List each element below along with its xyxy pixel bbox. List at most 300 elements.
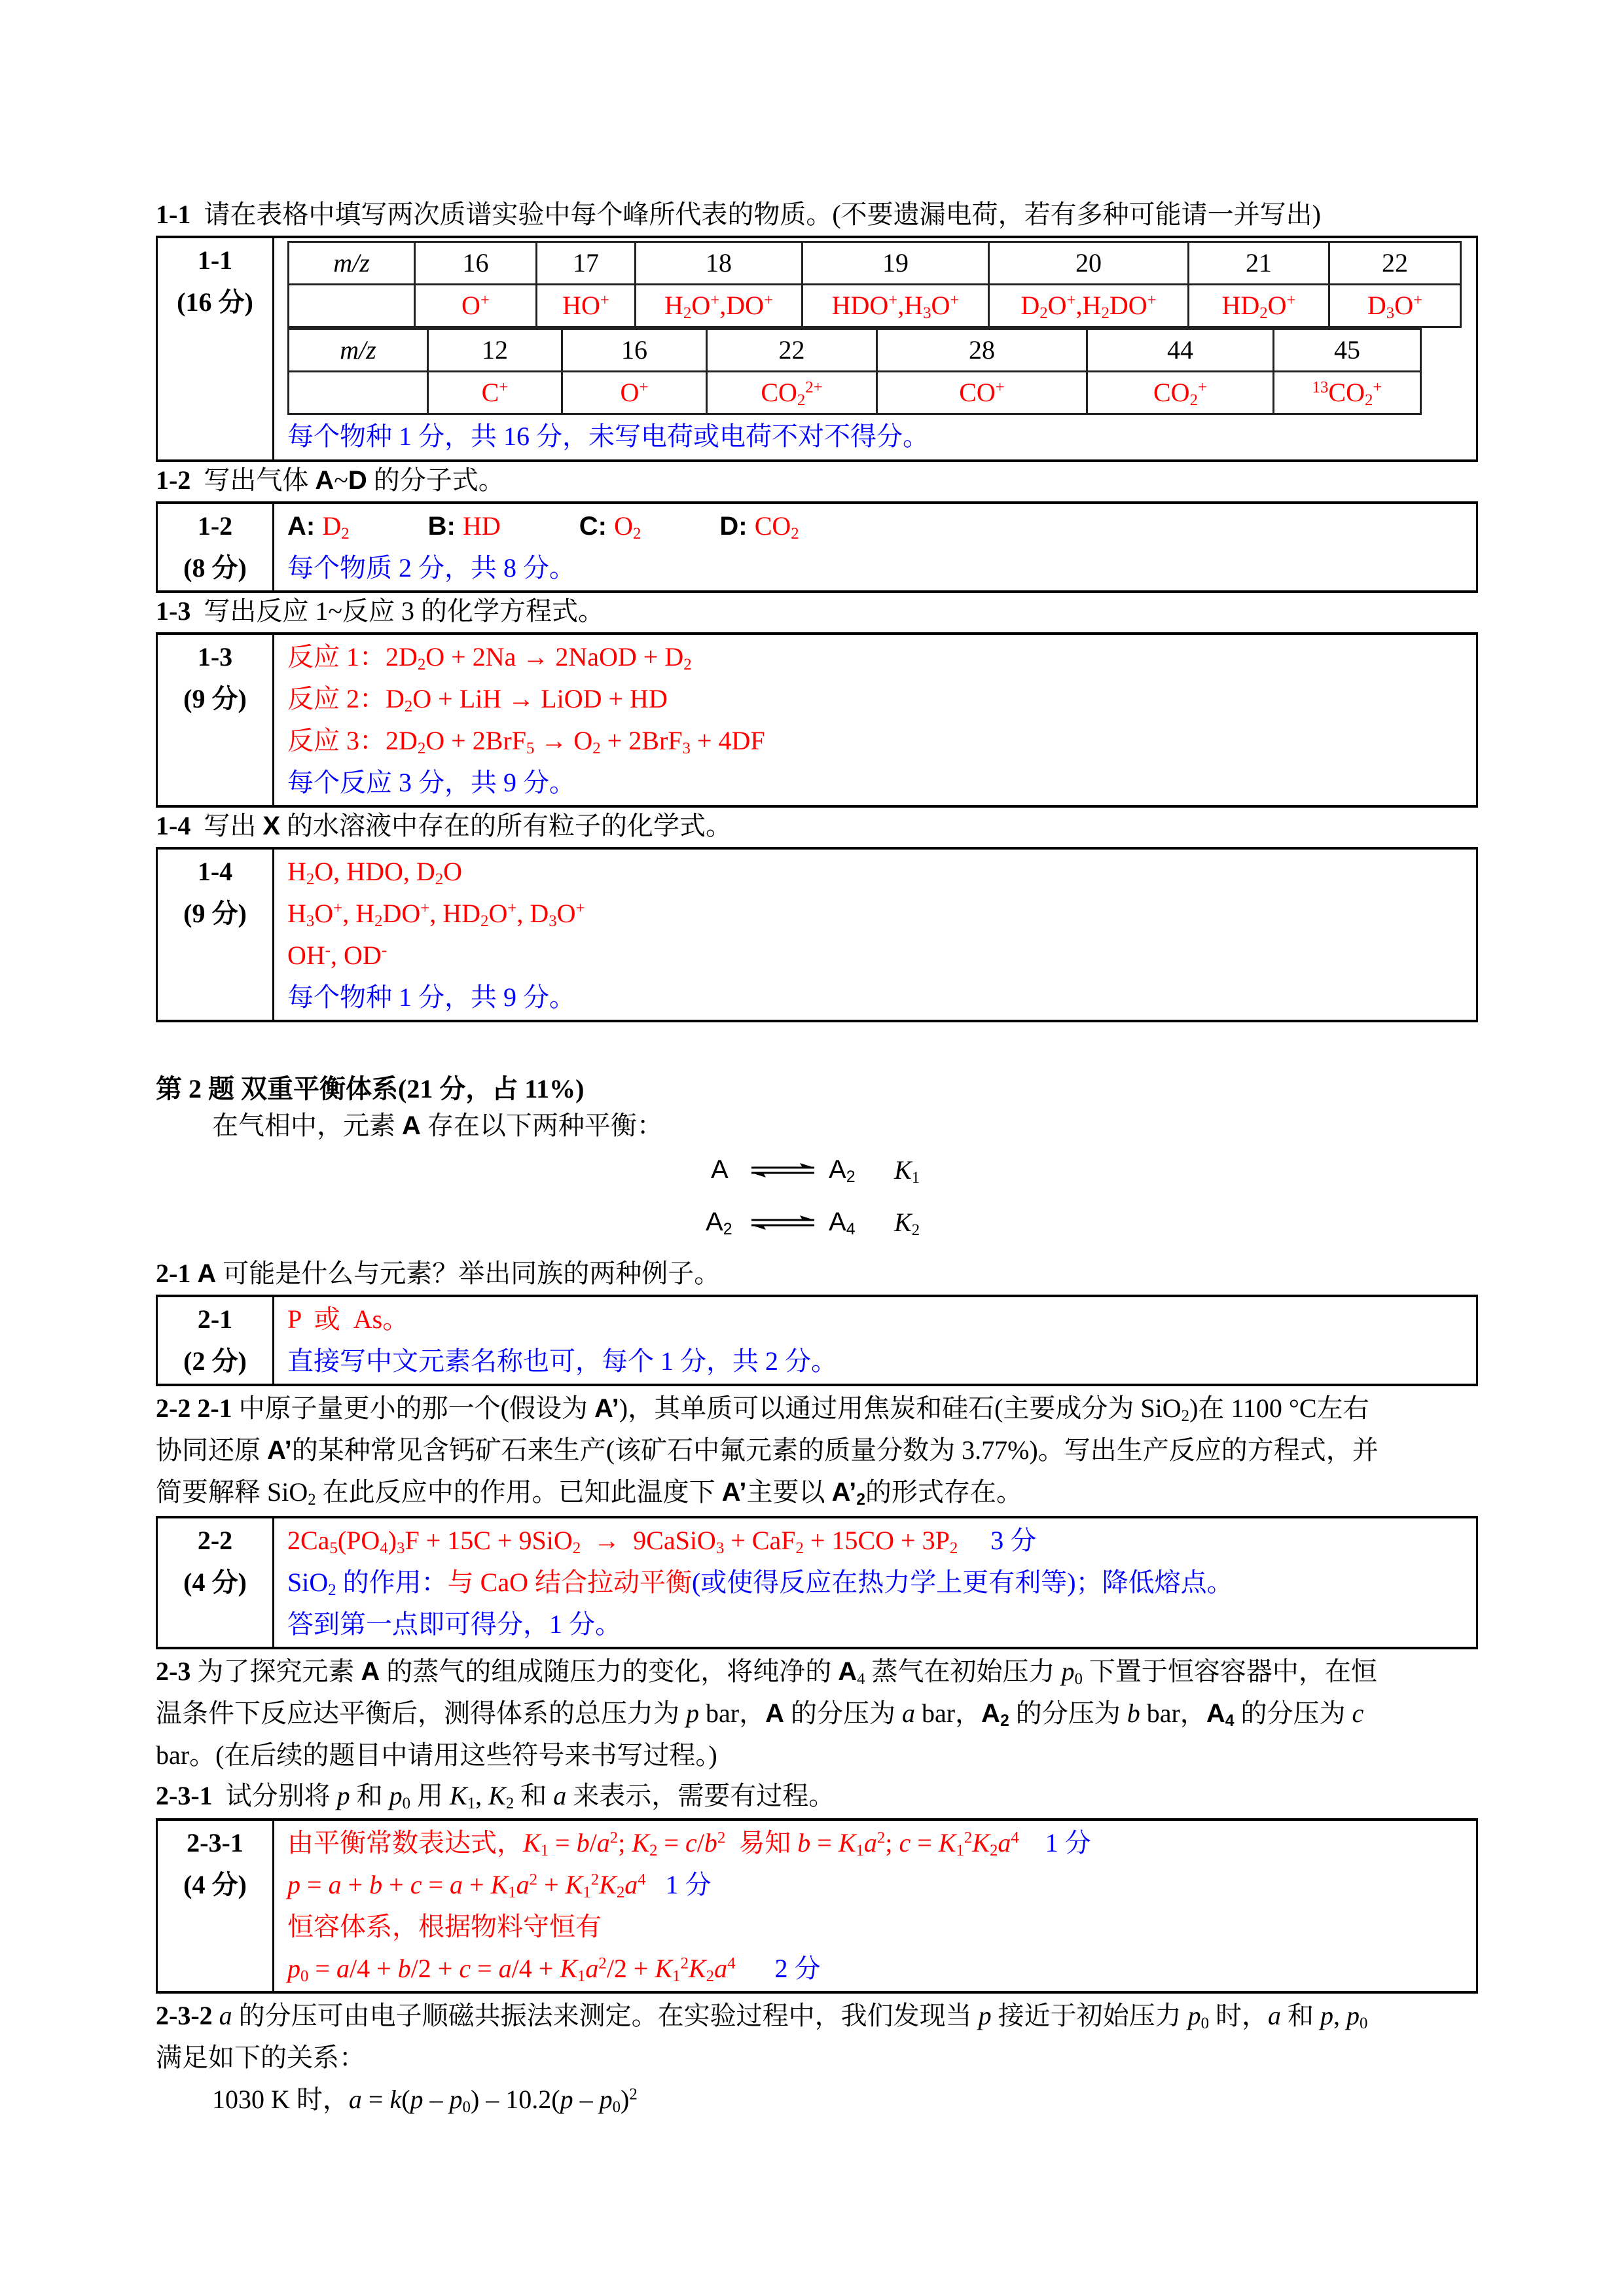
- text-run: CO: [761, 378, 797, 407]
- text-run: c: [899, 1828, 911, 1857]
- text-run: 2: [480, 912, 489, 931]
- text-run: b: [704, 1828, 717, 1857]
- text-run: 2: [797, 391, 806, 410]
- text-run: 为了探究元素: [197, 1657, 361, 1686]
- text-run: F + 15C + 9SiO: [405, 1526, 573, 1555]
- text-run: 1: [467, 1795, 476, 1813]
- cation-species-line: [287, 893, 1476, 935]
- text-run: +: [1066, 291, 1076, 310]
- text-run: 的分压为: [1009, 1698, 1127, 1728]
- text-run: 的某种常见含钙矿石来生产(该矿石中氟元素的质量分数为 3.77%)。写出生产反应的方程式，并: [291, 1435, 1379, 1465]
- text-run: 1: [540, 1842, 549, 1860]
- species-cell: [707, 372, 877, 414]
- text-run: 用: [410, 1781, 450, 1810]
- text-run: 温条件下反应达平衡后，测得体系的总压力为: [156, 1698, 686, 1728]
- text-run: 0: [462, 2098, 471, 2117]
- gas-label: C:: [579, 512, 615, 541]
- question-text-line: [156, 1734, 1478, 1776]
- text-run: 2+: [805, 378, 823, 397]
- text-run: D: [1367, 291, 1386, 320]
- text-run: O: [488, 899, 508, 928]
- text-run: D: [348, 466, 367, 495]
- text-run: O, HDO, D: [314, 857, 435, 886]
- text-run: A: [706, 1208, 723, 1236]
- question-label: 2-2: [156, 1393, 191, 1423]
- text-run: 协同还原: [156, 1435, 267, 1465]
- scoring-note: 每个物种 1 分，共 9 分。: [287, 982, 575, 1012]
- text-run: a: [596, 1828, 610, 1857]
- text-run: p: [389, 1781, 403, 1810]
- text-run: 2Ca: [287, 1526, 330, 1555]
- text-run: A: [197, 1259, 217, 1288]
- mz-value-cell: 44: [1087, 329, 1274, 372]
- answer-index: 1-2: [197, 511, 233, 541]
- text-run: SiO: [287, 1568, 329, 1597]
- text-run: K: [972, 1828, 990, 1857]
- text-run: +: [763, 291, 773, 310]
- text-run: a: [585, 1954, 599, 1983]
- text-run: 2: [876, 1829, 886, 1847]
- text-run: A: [838, 1657, 857, 1686]
- text-run: 2: [795, 1539, 804, 1558]
- text-run: 2: [1364, 391, 1373, 410]
- eq2-product: [829, 1208, 875, 1237]
- question-label: 1-2: [156, 465, 191, 495]
- text-run: 2: [680, 1954, 689, 1973]
- question-text-line: [156, 2037, 1478, 2079]
- text-run: 试分别将: [225, 1781, 337, 1810]
- answer-index: 2-3-1: [187, 1828, 244, 1857]
- text-run: 3: [306, 912, 315, 931]
- text-run: 2: [1000, 1712, 1009, 1731]
- answer-box-body: [274, 1296, 1477, 1385]
- text-run: a: [336, 1954, 350, 1983]
- answer-index: 1-3: [197, 642, 233, 672]
- text-run: p: [336, 1781, 350, 1810]
- text-run: 2: [846, 1168, 856, 1187]
- text-run: O: [314, 899, 334, 928]
- text-run: K: [523, 1828, 541, 1857]
- text-run: (PO: [337, 1526, 380, 1555]
- text-run: K: [450, 1781, 467, 1810]
- text-run: K: [599, 1870, 617, 1899]
- text-run: 反应 1：2D: [287, 642, 418, 672]
- text-run: 反应 3：2D: [287, 726, 418, 755]
- text-run: =: [549, 1828, 577, 1857]
- text-run: a: [450, 1870, 463, 1899]
- question-text-line: [156, 1693, 1478, 1734]
- question-text: 写出反应 1~反应 3 的化学方程式。: [204, 596, 604, 626]
- text-run: 写出: [204, 811, 263, 840]
- gas-formula-c: [579, 511, 641, 541]
- question-text-line: [219, 2001, 1368, 2033]
- text-run: , D: [516, 899, 549, 928]
- text-run: 在气相中，元素: [212, 1111, 402, 1140]
- text-run: 2: [306, 870, 315, 889]
- text-run: 和: [514, 1781, 554, 1810]
- text-run: (或使得反应在热力学上更有利等)；降低熔点。: [691, 1568, 1233, 1597]
- text-run: c: [410, 1870, 422, 1899]
- text-run: 2: [949, 1539, 958, 1558]
- text-run: 2: [706, 1967, 715, 1986]
- text-run: +: [575, 899, 585, 918]
- answer-box-1-2: [156, 501, 1478, 593]
- text-run: + 2BrF: [600, 726, 683, 755]
- eq1-product: [829, 1155, 875, 1185]
- text-run: 满足如下的关系：: [156, 2043, 365, 2072]
- text-run: 0: [300, 1967, 309, 1986]
- text-run: p: [1346, 2001, 1360, 2030]
- text-run: O: [1047, 291, 1067, 320]
- text-run: =: [911, 1828, 939, 1857]
- text-run: 3: [682, 740, 691, 758]
- eq1-constant: [894, 1155, 920, 1185]
- text-run: A’: [721, 1478, 747, 1507]
- text-run: , H: [342, 899, 375, 928]
- gas-formula-d: [719, 511, 799, 541]
- text-run: +: [1373, 378, 1382, 397]
- text-run: =: [300, 1870, 329, 1899]
- answer-box-1-3: [156, 632, 1478, 808]
- text-run: +: [507, 899, 517, 918]
- text-run: 4: [846, 1221, 856, 1239]
- question-text-line: [197, 1393, 1369, 1426]
- text-run: c: [1352, 1698, 1364, 1728]
- text-run: O: [1394, 291, 1414, 320]
- text-run: a: [998, 1828, 1011, 1857]
- text-run: ) – 10.2(: [470, 2085, 560, 2114]
- text-run: =: [471, 1954, 499, 1983]
- species-cell: [989, 285, 1189, 327]
- text-run: 写出气体: [204, 465, 316, 495]
- answer-index: 1-4: [197, 857, 233, 886]
- text-run: 2: [572, 1539, 581, 1558]
- mz-value-cell: 22: [1329, 242, 1461, 285]
- answer-score: (9 分): [183, 684, 247, 713]
- text-run: p: [560, 2085, 573, 2114]
- text-run: 0: [1360, 2015, 1368, 2033]
- text-run: 1: [508, 1884, 516, 1902]
- text-run: 易知: [725, 1828, 798, 1857]
- text-run: )在 1100 °C左右: [1189, 1393, 1369, 1423]
- answer-box-index: [157, 1820, 274, 1992]
- text-run: p: [287, 1870, 300, 1899]
- species-cell: [415, 285, 537, 327]
- question-label: 1-1: [156, 200, 191, 229]
- question-label: 1-3: [156, 596, 191, 626]
- text-run: O + 2BrF: [425, 726, 526, 755]
- text-run: 0: [402, 1795, 411, 1813]
- answer-box-body: [274, 503, 1477, 592]
- text-run: 2: [1181, 1407, 1190, 1426]
- eq2-reactant: [706, 1208, 737, 1237]
- text-run: +: [420, 899, 430, 918]
- text-run: A’: [267, 1436, 292, 1465]
- text-run: 2: [911, 1221, 920, 1240]
- gas-formula-b: [428, 511, 501, 541]
- text-run: 2: [417, 740, 426, 758]
- text-run: K: [490, 1870, 509, 1899]
- text-run: 简要解释 SiO: [156, 1477, 308, 1507]
- text-run: +: [463, 1870, 491, 1899]
- answer-index: 2-2: [197, 1526, 233, 1555]
- text-run: /: [696, 1828, 704, 1857]
- question-text: [204, 465, 504, 495]
- text-run: 2: [616, 1884, 625, 1902]
- text-run: ): [388, 1526, 397, 1555]
- text-run: + 4DF: [690, 726, 765, 755]
- answer-score: (2 分): [183, 1346, 247, 1376]
- answer-box-index: [157, 503, 274, 592]
- text-run: K: [688, 1954, 706, 1983]
- text-run: 1: [956, 1842, 964, 1860]
- text-run: 2: [308, 1491, 316, 1509]
- text-run: 与 CaO 结合拉动平衡: [447, 1568, 692, 1597]
- text-run: K: [560, 1954, 577, 1983]
- text-run: 下置于恒容容器中，在恒: [1082, 1657, 1377, 1686]
- text-run: H: [287, 899, 306, 928]
- text-run: ~: [334, 465, 348, 495]
- text-run: b: [369, 1870, 383, 1899]
- mz-value-cell: 22: [707, 329, 877, 372]
- answer-box-2-1: [156, 1295, 1478, 1386]
- answer-box-body: [274, 237, 1477, 461]
- question-label: 2-1: [156, 1259, 191, 1288]
- text-run: 1: [577, 1967, 586, 1986]
- species-cell: [562, 372, 707, 414]
- text-run: 2: [341, 525, 350, 543]
- text-run: → 9CaSiO: [581, 1526, 716, 1555]
- question-1-1-prompt: [156, 196, 1478, 233]
- text-run: /2 +: [606, 1954, 655, 1983]
- total-pressure-line: [287, 1864, 1476, 1906]
- text-run: +: [888, 291, 898, 310]
- scoring-note: 每个反应 3 分，共 9 分。: [287, 768, 575, 797]
- question-2-3-prompt: [156, 1651, 1478, 1776]
- section-2-intro: [156, 1107, 1478, 1144]
- text-run: 的分压为: [1234, 1698, 1352, 1728]
- mass-spectrum-table-1: [287, 241, 1462, 328]
- question-text: 请在表格中填写两次质谱实验中每个峰所代表的物质。(不要遗漏电荷，若有多种可能请一并写出): [204, 200, 1321, 229]
- question-text: [197, 1259, 720, 1288]
- text-run: 和: [350, 1781, 389, 1810]
- text-run: +: [499, 378, 509, 397]
- text-run: 2: [435, 870, 444, 889]
- text-run: C: [481, 378, 499, 407]
- text-run: 2-1: [197, 1393, 232, 1423]
- mz-value-cell: 18: [636, 242, 803, 285]
- species-cell: [1087, 372, 1274, 414]
- gas-formula: [463, 511, 501, 541]
- text-run: 恒容体系，根据物料守恒有: [287, 1912, 602, 1941]
- text-run: ,DO: [719, 291, 764, 320]
- text-run: +: [600, 291, 609, 310]
- text-run: A: [981, 1699, 1000, 1728]
- answer-box-1-4: [156, 847, 1478, 1022]
- text-run: 2: [1101, 304, 1110, 323]
- text-run: +: [333, 899, 343, 918]
- text-run: 2: [609, 1829, 619, 1847]
- text-run: p: [1320, 2001, 1334, 2030]
- text-run: 2: [683, 304, 692, 323]
- question-text: [225, 1781, 835, 1813]
- text-run: a: [516, 1870, 530, 1899]
- text-run: 的分压可由电子顺磁共振法来测定。在实验过程中，我们发现当: [232, 2001, 979, 2030]
- text-run: =: [657, 1828, 685, 1857]
- element-answer: P 或 As。: [287, 1304, 409, 1334]
- question-2-1-prompt: [156, 1255, 1478, 1292]
- text-run: 2: [683, 656, 692, 674]
- text-run: CO: [1328, 378, 1365, 407]
- text-run: p: [686, 1698, 699, 1728]
- question-label: 2-3-2: [156, 2001, 213, 2030]
- text-run: 3: [1386, 304, 1395, 323]
- text-run: bar，: [914, 1698, 982, 1728]
- answer-score: (8 分): [183, 553, 247, 583]
- text-run: =: [308, 1954, 336, 1983]
- species-cell: [803, 285, 989, 327]
- text-run: 2: [529, 1871, 538, 1889]
- text-run: 3: [397, 1539, 405, 1558]
- text-run: ,H: [1075, 291, 1102, 320]
- gas-label: A:: [287, 512, 323, 541]
- text-run: a: [901, 1698, 915, 1728]
- text-run: O: [556, 899, 576, 928]
- text-run: 的分压为: [784, 1698, 902, 1728]
- text-run: +: [1147, 291, 1157, 310]
- text-run: 的分子式。: [367, 465, 505, 495]
- text-run: p: [978, 2001, 992, 2030]
- gas-formulas-row: [287, 505, 1476, 547]
- equation-score: 3 分: [990, 1526, 1037, 1555]
- gas-formula-a: [287, 511, 350, 541]
- text-run: 2: [590, 1871, 600, 1889]
- text-run: 中原子量更小的那一个(假设为: [232, 1393, 594, 1423]
- text-run: +: [382, 1870, 410, 1899]
- question-label: 1-4: [156, 811, 191, 840]
- reaction-1-equation: [287, 636, 1476, 678]
- text-run: 2: [856, 1491, 866, 1509]
- mass-balance-line: [287, 1906, 1476, 1948]
- scoring-note: 答到第一点即可得分，1 分。: [287, 1609, 621, 1639]
- text-run: 2: [1039, 304, 1048, 323]
- text-run: 的水溶液中存在的所有粒子的化学式。: [280, 811, 732, 840]
- text-run: 的形式存在。: [865, 1477, 1023, 1507]
- equilibrium-arrows-icon: [750, 1162, 816, 1178]
- text-run: H: [287, 857, 306, 886]
- text-run: K: [838, 1828, 856, 1857]
- text-run: 2: [598, 1954, 607, 1973]
- text-run: -: [381, 941, 388, 960]
- text-run: ;: [885, 1828, 899, 1857]
- text-run: 4: [1011, 1829, 1019, 1847]
- text-run: 3: [923, 304, 931, 323]
- text-run: 3: [549, 912, 557, 931]
- equilibrium-constants-line: [287, 1822, 1476, 1864]
- text-run: K: [655, 1954, 673, 1983]
- text-run: /2 +: [410, 1954, 460, 1983]
- text-run: +: [1197, 378, 1207, 397]
- text-run: K: [894, 1208, 912, 1237]
- equilibria-block: [156, 1144, 1478, 1255]
- text-run: O: [620, 378, 640, 407]
- text-run: DO: [382, 899, 421, 928]
- text-run: A’: [594, 1394, 619, 1423]
- gas-formula: [322, 511, 349, 541]
- answer-index: 2-1: [197, 1304, 233, 1334]
- question-2-2-prompt: [156, 1388, 1478, 1513]
- text-run: H: [664, 291, 683, 320]
- text-run: 2: [328, 1581, 336, 1600]
- text-run: 存在以下两种平衡：: [420, 1111, 663, 1140]
- mz-value-cell: 45: [1274, 329, 1421, 372]
- text-run: /4 +: [511, 1954, 560, 1983]
- text-run: k: [389, 2085, 402, 2114]
- section-2-title: 第 2 题 双重平衡体系(21 分，占 11%): [156, 1074, 585, 1103]
- scoring-note: 直接写中文元素名称也可，每个 1 分，共 2 分。: [287, 1346, 837, 1376]
- text-run: b: [576, 1828, 590, 1857]
- scoring-note: 每个物种 1 分，共 16 分，未写电荷或电荷不对不得分。: [287, 422, 929, 451]
- text-run: =: [361, 2085, 390, 2114]
- text-run: –: [573, 2085, 600, 2114]
- species-cell: [636, 285, 803, 327]
- text-run: 2: [717, 1829, 726, 1847]
- text-run: a: [624, 1870, 638, 1899]
- text-run: ,: [1333, 2001, 1347, 2030]
- text-run: 1: [911, 1169, 920, 1187]
- text-run: p: [410, 2085, 424, 2114]
- text-run: p: [287, 1954, 300, 1983]
- text-run: +: [995, 378, 1005, 397]
- text-run: +: [480, 291, 490, 310]
- text-run: 2: [629, 2085, 638, 2104]
- mz-empty-cell: [289, 285, 415, 327]
- text-run: a: [348, 2085, 362, 2114]
- text-run: -: [325, 941, 331, 960]
- text-run: DO: [1109, 291, 1147, 320]
- text-run: K: [894, 1155, 912, 1185]
- text-run: 1030 K 时，: [212, 2085, 349, 2114]
- text-run: K: [632, 1828, 649, 1857]
- text-run: p: [1061, 1657, 1075, 1686]
- text-run: O: [691, 291, 711, 320]
- text-run: A: [829, 1155, 846, 1184]
- text-run: A: [361, 1657, 380, 1686]
- text-run: a: [498, 1954, 512, 1983]
- text-run: +: [537, 1870, 566, 1899]
- text-run: A: [315, 466, 334, 495]
- text-run: b: [797, 1828, 811, 1857]
- text-run: O: [443, 857, 463, 886]
- text-run: +: [639, 378, 649, 397]
- text-run: A: [765, 1699, 784, 1728]
- neutral-species-line: [287, 851, 1476, 893]
- text-run: a: [1268, 2001, 1282, 2030]
- text-run: 和: [1281, 2001, 1321, 2030]
- gas-formula: [755, 511, 799, 541]
- text-run: 2: [592, 740, 601, 758]
- reaction-2-equation: [287, 678, 1476, 720]
- text-run: 4: [638, 1871, 646, 1889]
- text-run: 由平衡常数表达式，: [287, 1828, 523, 1857]
- text-run: A: [1206, 1699, 1225, 1728]
- text-run: +: [950, 291, 960, 310]
- text-run: bar，: [1140, 1698, 1206, 1728]
- answer-box-index: [157, 634, 274, 806]
- text-run: 在此反应中的作用。已知此温度下: [316, 1477, 722, 1507]
- question-text-line: [197, 1657, 1377, 1689]
- text-run: 2 分: [735, 1954, 821, 1983]
